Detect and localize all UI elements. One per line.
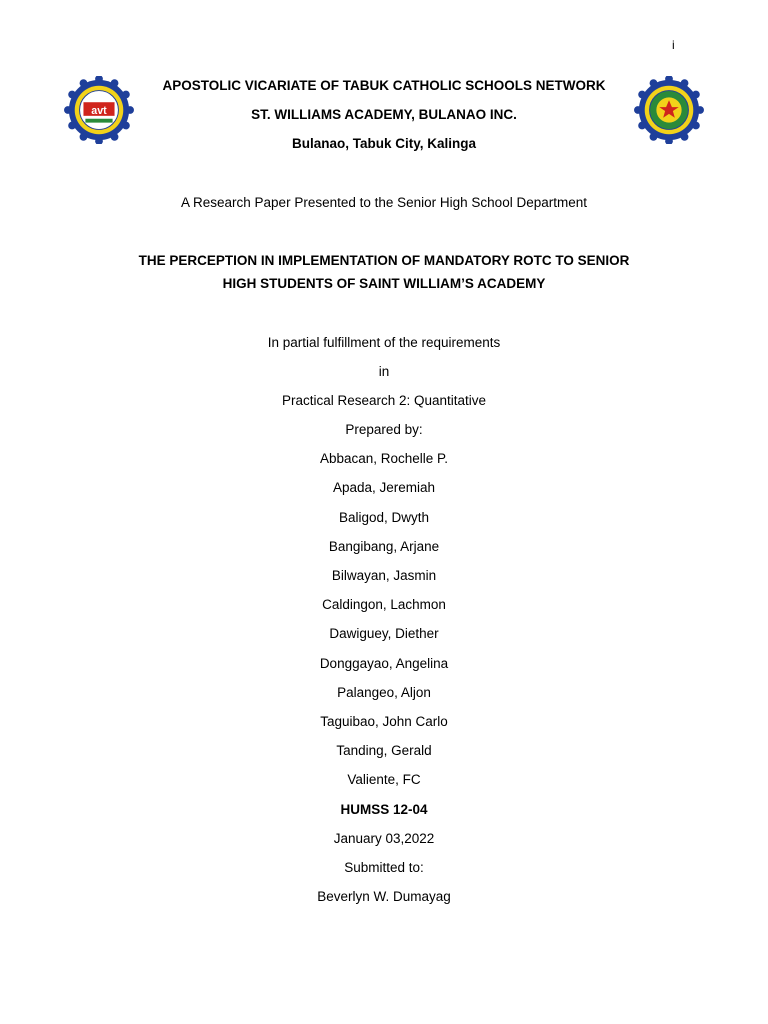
- subject: Practical Research 2: Quantitative: [281, 393, 487, 408]
- author-name: Palangeo, Aljon: [337, 685, 431, 700]
- author-name: Caldingon, Lachmon: [322, 597, 446, 612]
- author-name: Bangibang, Arjane: [328, 539, 440, 554]
- author-name: Taguibao, John Carlo: [320, 714, 448, 729]
- submitted-to-label: Submitted to:: [344, 860, 424, 875]
- author-name: Dawiguey, Diether: [329, 626, 439, 641]
- fulfillment-line: In partial fulfillment of the requirements: [267, 335, 501, 350]
- title-line-2: HIGH STUDENTS OF SAINT WILLIAM’S ACADEMY: [222, 276, 546, 291]
- page-number: i: [672, 38, 675, 52]
- fulfillment-in: in: [378, 364, 390, 379]
- author-name: Apada, Jeremiah: [332, 480, 436, 495]
- author-name: Abbacan, Rochelle P.: [319, 451, 449, 466]
- header-address: Bulanao, Tabuk City, Kalinga: [291, 136, 477, 151]
- svg-text:avt: avt: [91, 104, 107, 117]
- presented-to: A Research Paper Presented to the Senior High School Department: [181, 195, 587, 210]
- author-name: Bilwayan, Jasmin: [331, 568, 437, 583]
- date: January 03,2022: [333, 831, 435, 846]
- title-line-1: THE PERCEPTION IN IMPLEMENTATION OF MANDATORY ROTC TO SENIOR: [138, 253, 630, 268]
- author-name: Tanding, Gerald: [336, 743, 432, 758]
- header-school: ST. WILLIAMS ACADEMY, BULANAO INC.: [251, 107, 517, 122]
- prepared-by-label: Prepared by:: [345, 422, 423, 437]
- header-network: APOSTOLIC VICARIATE OF TABUK CATHOLIC SCHOOLS NETWORK: [162, 78, 606, 93]
- author-name: Baligod, Dwyth: [338, 510, 430, 525]
- submitted-to-name: Beverlyn W. Dumayag: [317, 889, 451, 904]
- author-name: Valiente, FC: [347, 772, 421, 787]
- author-name: Donggayao, Angelina: [319, 656, 449, 671]
- section: HUMSS 12-04: [340, 802, 428, 817]
